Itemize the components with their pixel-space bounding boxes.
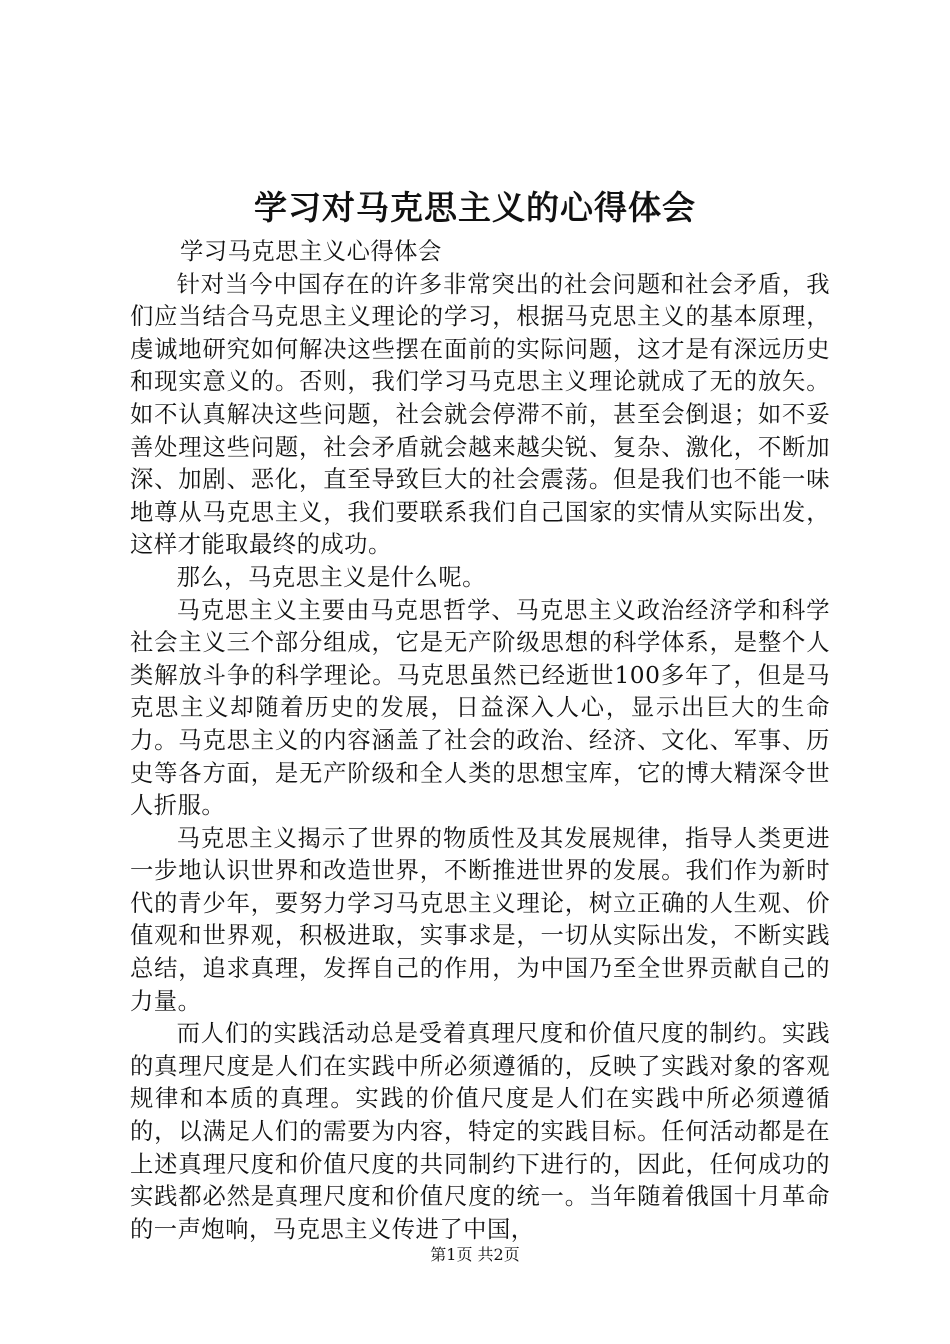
paragraph: 那么，马克思主义是什么呢。 [176, 563, 486, 591]
paragraph: 而人们的实践活动总是受着真理尺度和价值尺度的制约。实践的真理尺度是人们在实践中所必须遵循的，反映了实践对象的客观规律和本质的真理。实践的价值尺度是人们在实践中所必须遵循的，以满足人们的需要为内容，特定的实践目标。任何活动都是在上述真理尺度和价值尺度的共同制约下进行的，因此，任何成功的实践都必然是真理尺度和价值尺度的统一。当年随着俄国十月革命的一声炮响，马克思主义传进了中国， [130, 1020, 830, 1243]
paragraph: 马克思主义主要由马克思哲学、马克思主义政治经济学和科学社会主义三个部分组成，它是无产阶级思想的科学体系，是整个人类解放斗争的科学理论。马克思虽然已经逝世100多年了，但是马克思主义却随着历史的发展，日益深入人心，显示出巨大的生命力。马克思主义的内容涵盖了社会的政治、经济、文化、军事、历史等各方面，是无产阶级和全人类的思想宝库，它的博大精深令世人折服。 [130, 596, 830, 820]
paragraph: 马克思主义揭示了世界的物质性及其发展规律，指导人类更进一步地认识世界和改造世界，不断推进世界的发展。我们作为新时代的青少年，要努力学习马克思主义理论，树立正确的人生观、价值观和世界观，积极进取，实事求是，一切从实际出发，不断实践总结，追求真理，发挥自己的作用，为中国乃至全世界贡献自己的力量。 [130, 824, 830, 1015]
document-body [130, 269, 830, 1247]
document-title: 学习对马克思主义的心得体会 [254, 188, 696, 227]
page-number-footer: 第1页 共2页 [430, 1245, 520, 1264]
paragraph: 针对当今中国存在的许多非常突出的社会问题和社会矛盾，我们应当结合马克思主义理论的学习，根据马克思主义的基本原理，虔诚地研究如何解决这些摆在面前的实际问题，这才是有深远历史和现实意义的。否则，我们学习马克思主义理论就成了无的放矢。如不认真解决这些问题，社会就会停滞不前，甚至会倒退；如不妥善处理这些问题，社会矛盾就会越来越尖锐、复杂、激化，不断加深、加剧、恶化，直至导致巨大的社会震荡。但是我们也不能一味地尊从马克思主义，我们要联系我们自己国家的实情从实际出发，这样才能取最终的成功。 [130, 270, 830, 559]
document-subtitle: 学习马克思主义心得体会 [180, 238, 442, 265]
